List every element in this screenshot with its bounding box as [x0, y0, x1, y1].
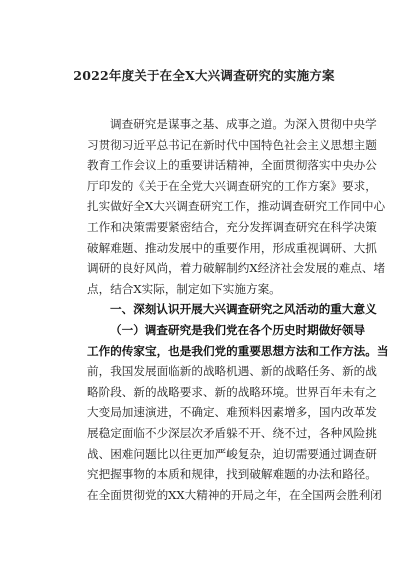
- paragraph-line: 教育工作会议上的重要讲话精神，全面贯彻落实中央办公: [87, 158, 377, 173]
- paragraph-line: 习贯彻习近平总书记在新时代中国特色社会主义思想主题: [87, 137, 377, 152]
- paragraph-line: 扎实做好全X大兴调查研究工作，推动调查研究工作同中心: [87, 199, 386, 214]
- paragraph-line: 在全面贯彻党的XX大精神的开局之年，在全国两会胜利闭: [87, 487, 382, 502]
- subsection-heading: （一）调查研究是我们党在各个历史时期做好领导: [110, 322, 366, 337]
- paragraph-line: 调查研究是谋事之基、成事之道。为深入贯彻中央学: [110, 117, 377, 131]
- subsection-heading-continued: 工作的传家宝，也是我们党的重要思想方法和工作方法。当: [87, 343, 389, 358]
- paragraph-line: 工作和决策需要紧密结合，充分发挥调查研究在科学决策: [87, 219, 377, 234]
- paragraph-line: 破解难题、推动发展中的重要作用，形成重视调研、大抓: [87, 240, 377, 255]
- paragraph-line: 战、困难问题比以往更加严峻复杂，迫切需要通过调查研: [87, 446, 377, 461]
- paragraph-line: 前，我国发展面临新的战略机遇、新的战略任务、新的战: [87, 364, 377, 379]
- paragraph-line: [87, 341, 389, 362]
- document-body: [87, 114, 389, 505]
- paragraph-line: 调研的良好风尚，着力破解制约X经济社会发展的难点、堵: [87, 261, 386, 276]
- paragraph-line: 厅印发的《关于在全党大兴调查研究的工作方案》要求，: [87, 178, 377, 193]
- paragraph-line: 点，结合X实际，制定如下实施方案。: [87, 281, 281, 296]
- paragraph-line: 略阶段、新的战略要求、新的战略环境。世界百年未有之: [87, 384, 377, 399]
- document-title: 2022年度关于在全X大兴调查研究的实施方案: [73, 68, 335, 83]
- paragraph-line: 大变局加速演进，不确定、难预料因素增多，国内改革发: [87, 405, 377, 420]
- section-heading: 一、深刻认识开展大兴调查研究之风活动的重大意义: [110, 302, 377, 317]
- paragraph-line: 展稳定面临不少深层次矛盾躲不开、绕不过，各种风险挑: [87, 425, 377, 440]
- paragraph-line: 究把握事物的本质和规律，找到破解难题的办法和路径。: [87, 467, 377, 482]
